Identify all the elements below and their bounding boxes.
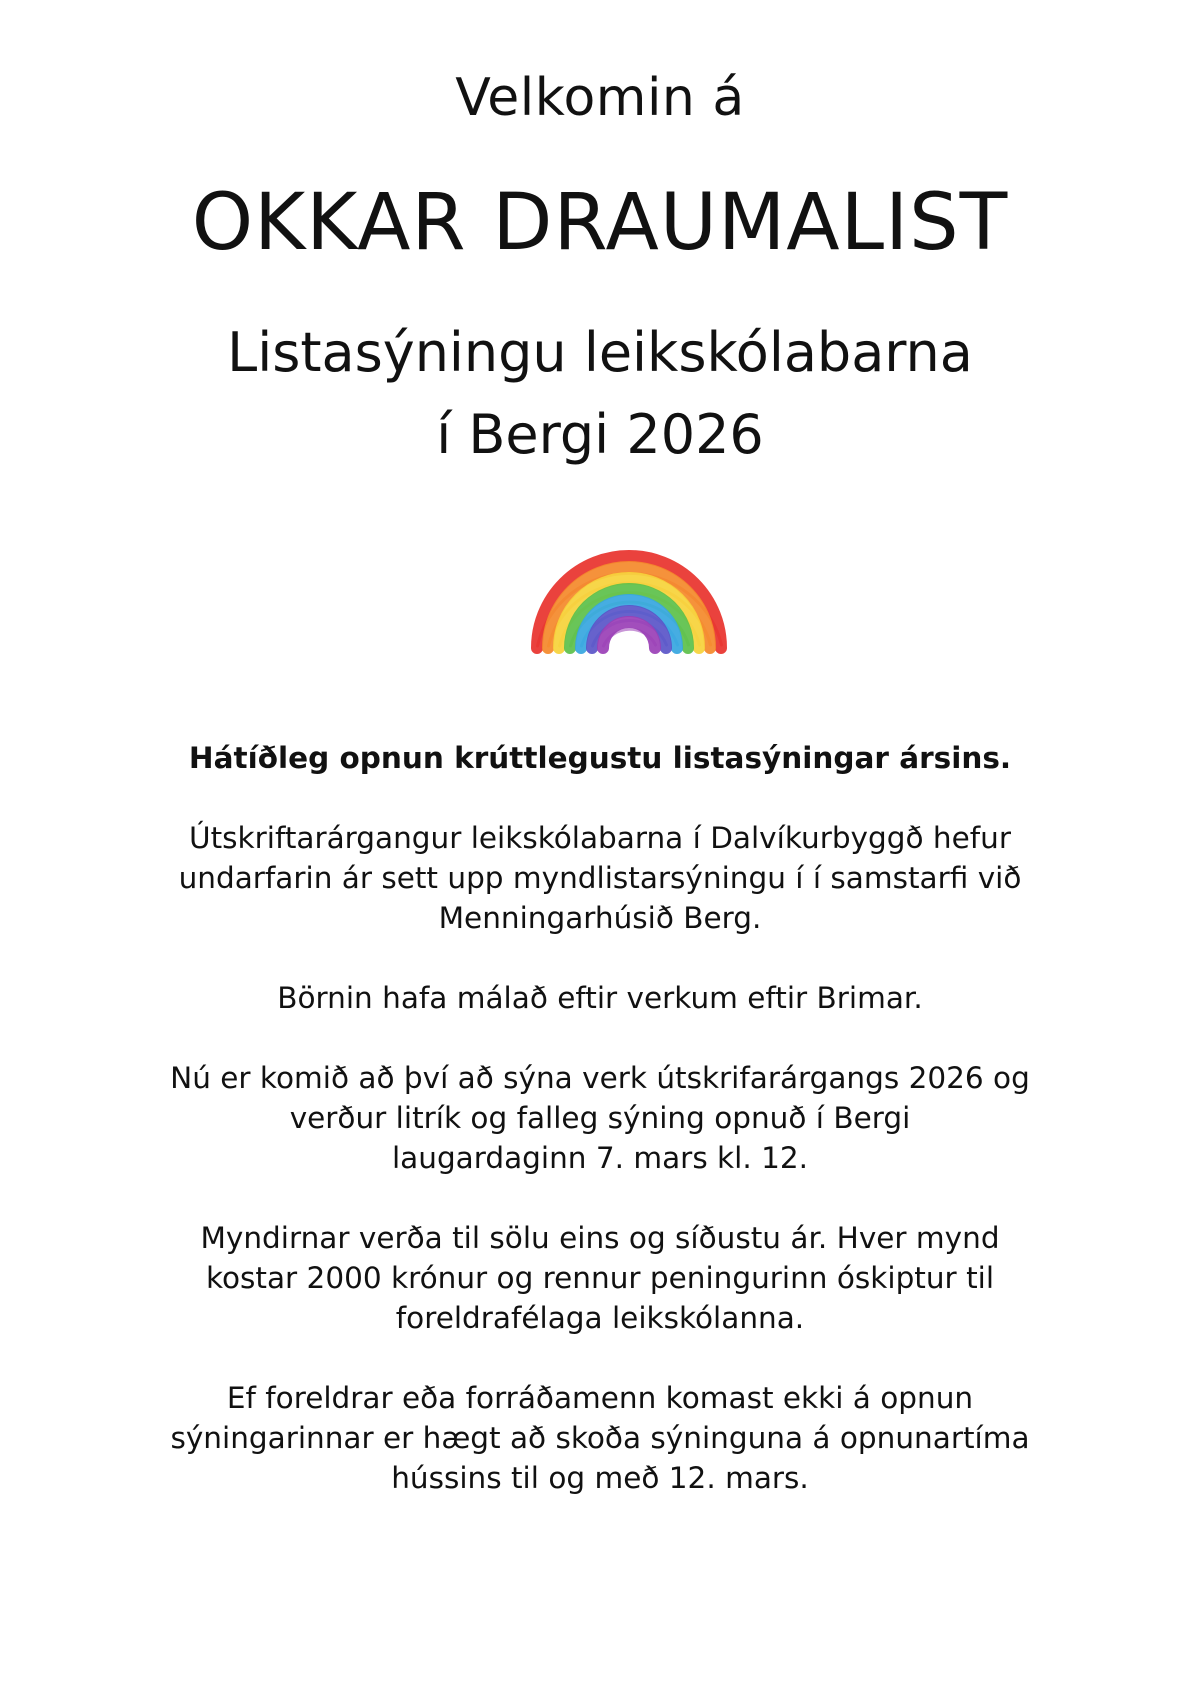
paragraph-intro <box>0 818 1200 938</box>
rainbow-illustration <box>528 538 730 654</box>
text-line: foreldrafélaga leikskólanna. <box>395 1301 805 1335</box>
welcome-text: Velkomin á <box>455 68 745 128</box>
text-line: verður litrík og falleg sýning opnuð í Bergi <box>289 1101 911 1135</box>
paragraph-sales <box>0 1218 1200 1338</box>
text-line: hússins til og með 12. mars. <box>391 1461 809 1495</box>
text-line: Ef foreldrar eða forráðamenn komast ekki á opnun <box>226 1381 974 1415</box>
subtitle-line: í Bergi 2026 <box>436 403 764 466</box>
text-line: undarfarin ár sett upp myndlistarsýningu í í samstarfi við <box>178 861 1022 895</box>
paragraph-visiting <box>0 1378 1200 1498</box>
paragraph-opening <box>0 1058 1200 1178</box>
text-line: laugardaginn 7. mars kl. 12. <box>391 1141 809 1175</box>
headline: Hátíðleg opnun krúttlegustu listasýningar ársins. <box>188 741 1012 775</box>
text-line: Börnin hafa málað eftir verkum eftir Brimar. <box>277 981 923 1015</box>
text-line: Menningarhúsið Berg. <box>438 901 762 935</box>
announcement-body <box>0 738 1200 1538</box>
subtitle-line: Listasýningu leikskólabarna <box>227 321 973 384</box>
exhibition-subtitle <box>0 312 1200 476</box>
text-line: Myndirnar verða til sölu eins og síðustu ár. Hver mynd <box>200 1221 1000 1255</box>
text-line: Nú er komið að því að sýna verk útskrifarárgangs 2026 og <box>170 1061 1030 1095</box>
text-line: Útskriftarárgangur leikskólabarna í Dalvíkurbyggð hefur <box>189 821 1011 855</box>
paragraph-artist <box>0 978 1200 1018</box>
text-line: sýningarinnar er hægt að skoða sýninguna á opnunartíma <box>170 1421 1030 1455</box>
text-line: kostar 2000 krónur og rennur peningurinn óskiptur til <box>205 1261 995 1295</box>
exhibition-title: OKKAR DRAUMALIST <box>191 178 1009 268</box>
